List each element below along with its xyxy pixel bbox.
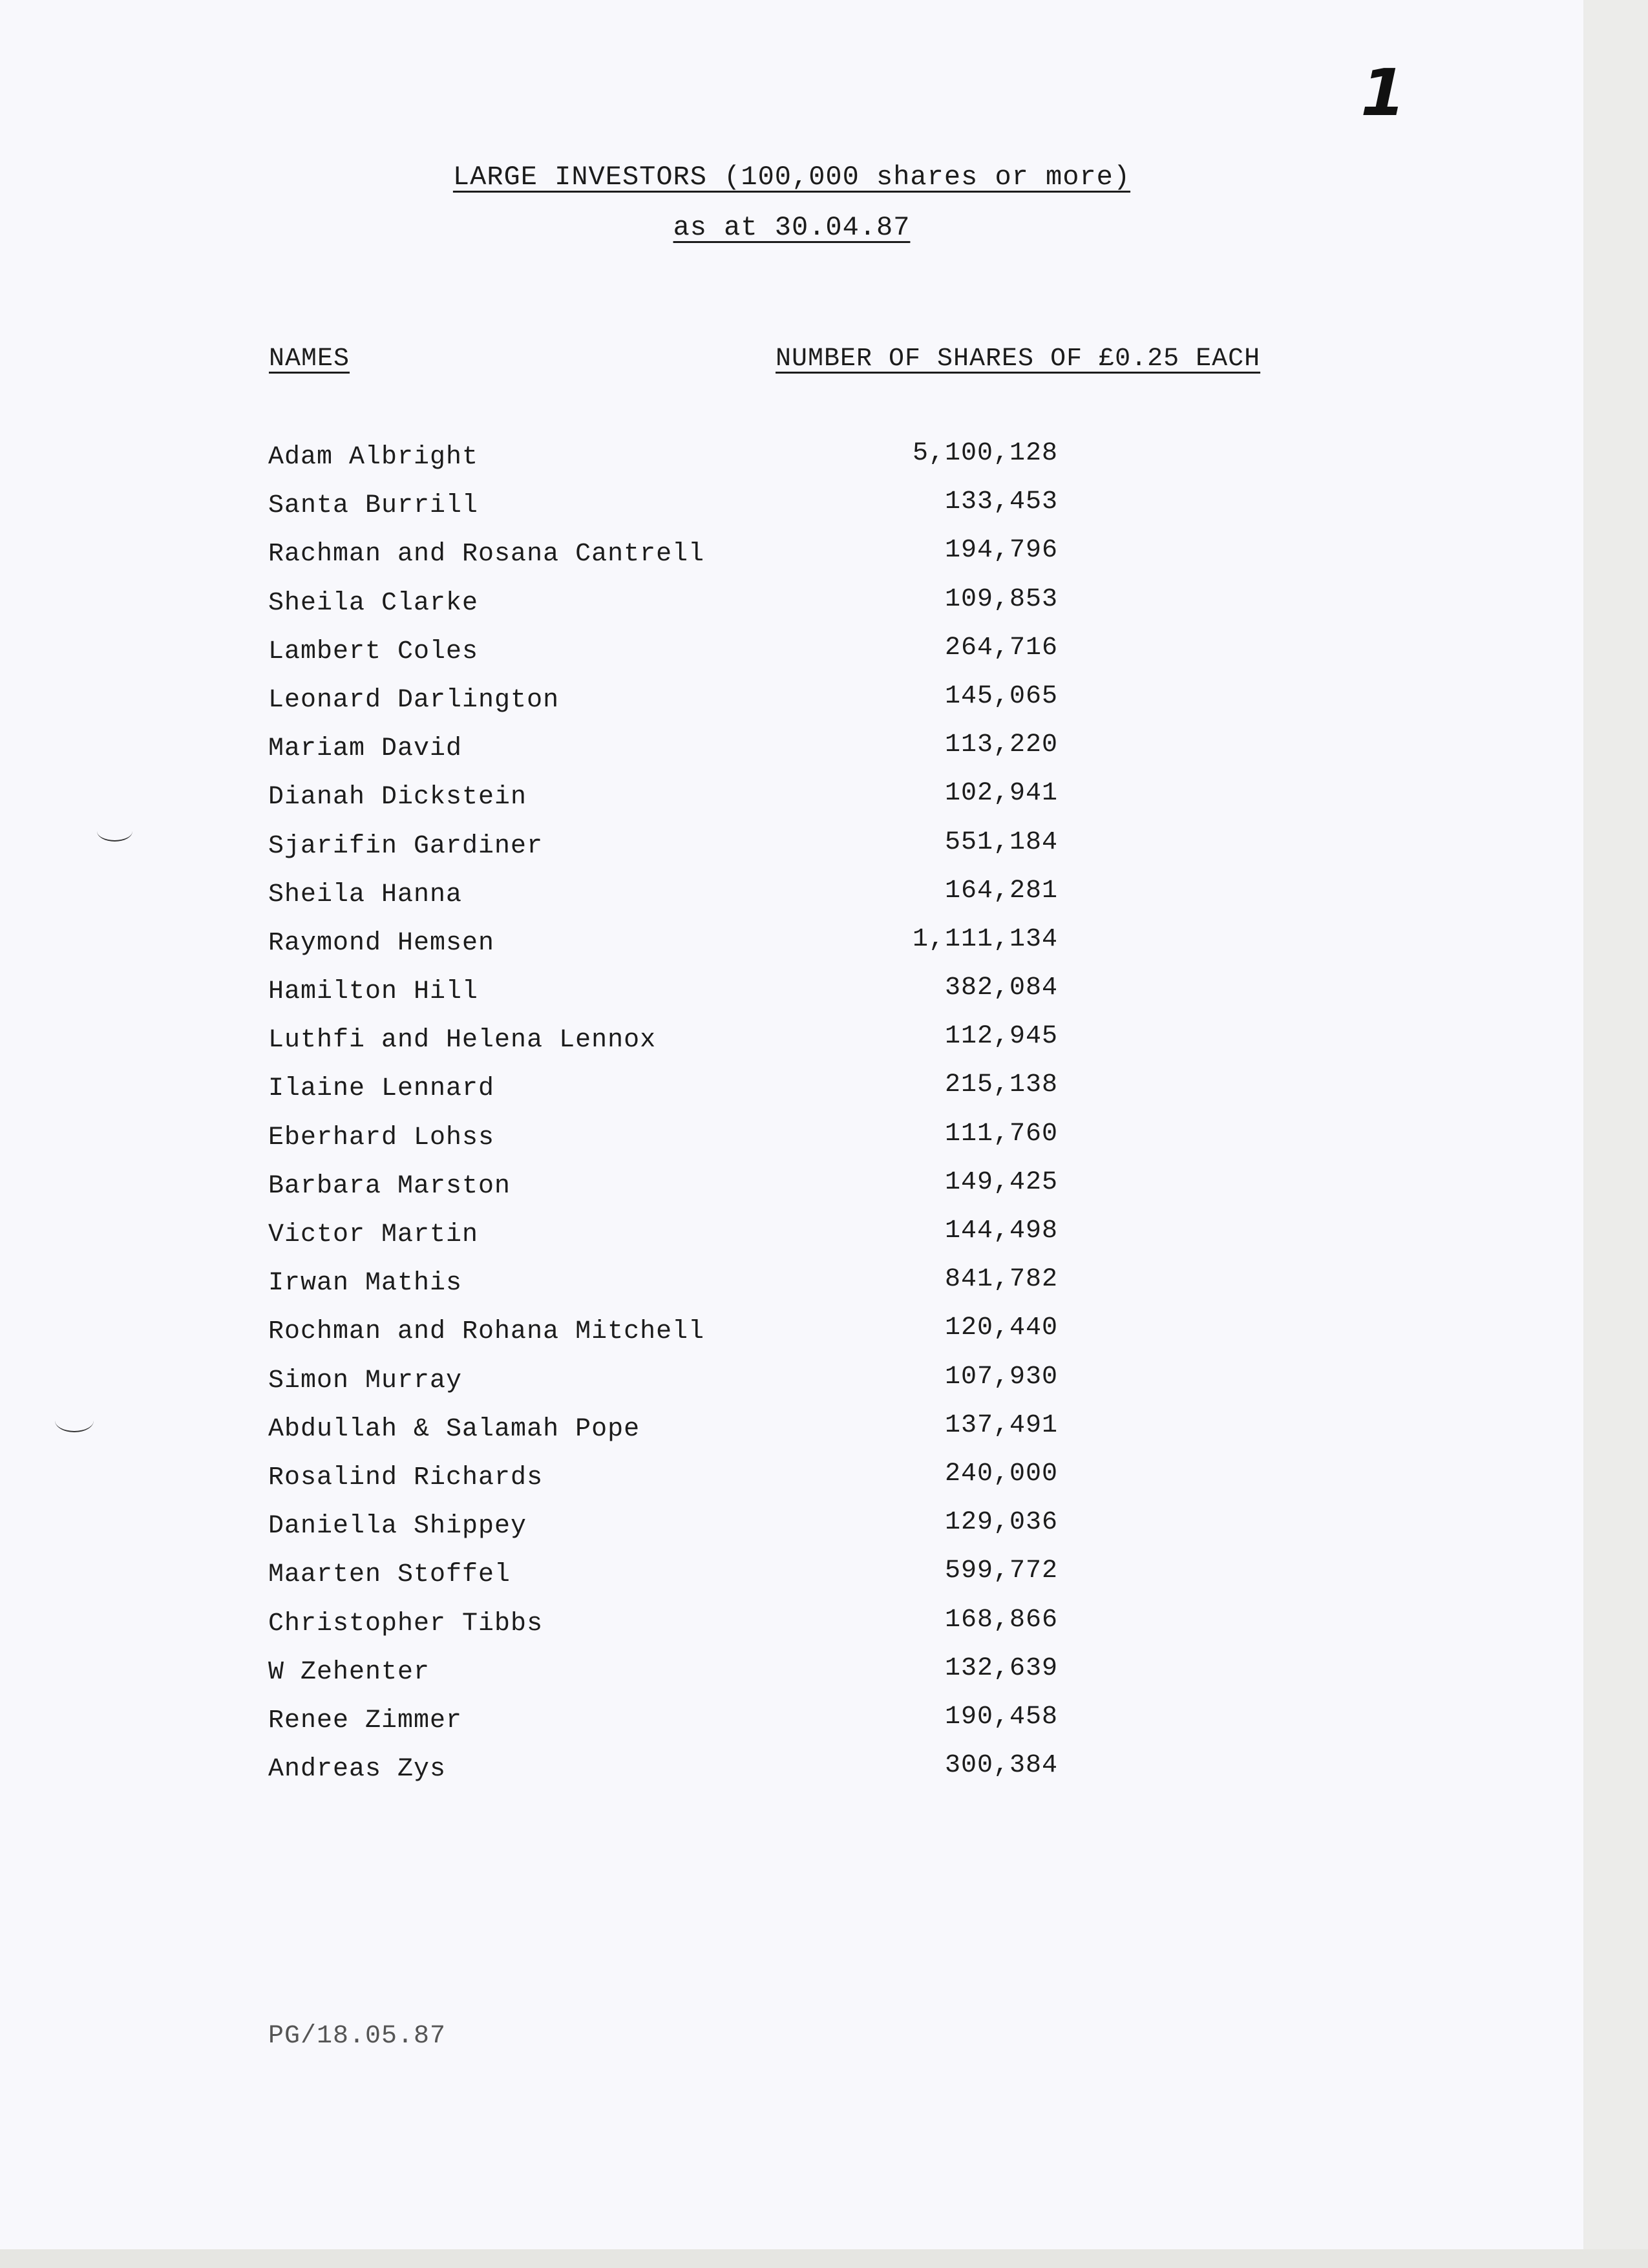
document-title — [0, 162, 1583, 193]
investor-row — [0, 924, 1583, 977]
investor-name: Daniella Shippey — [268, 1512, 527, 1542]
investor-row — [0, 1313, 1583, 1366]
investor-row — [0, 1556, 1583, 1609]
investor-shares: 194,796 — [944, 536, 1058, 566]
investor-shares: 190,458 — [944, 1702, 1058, 1732]
investor-shares: 109,853 — [944, 584, 1058, 614]
shares-column-header-text: NUMBER OF SHARES OF £0.25 EACH — [776, 344, 1261, 374]
investor-row — [0, 1702, 1583, 1755]
investor-shares: 107,930 — [944, 1362, 1058, 1392]
investor-row — [0, 1216, 1583, 1269]
investor-name: Mariam David — [268, 734, 463, 764]
names-column-header — [269, 344, 350, 374]
investor-shares: 112,945 — [944, 1022, 1058, 1052]
investor-shares: 111,760 — [944, 1119, 1058, 1149]
investor-shares: 132,639 — [944, 1653, 1058, 1683]
investor-row — [0, 536, 1583, 588]
investor-name: Lambert Coles — [268, 637, 479, 666]
investor-name: Dianah Dickstein — [268, 783, 527, 812]
investor-shares: 102,941 — [944, 779, 1058, 809]
footer-reference: PG/18.05.87 — [268, 2022, 447, 2051]
investor-name: Hamilton Hill — [268, 977, 479, 1007]
investor-name: Renee Zimmer — [268, 1706, 463, 1735]
investor-row — [0, 584, 1583, 637]
investor-name: Santa Burrill — [268, 491, 479, 521]
investor-shares: 382,084 — [944, 973, 1058, 1003]
investor-name: Abdullah & Salamah Pope — [268, 1414, 640, 1444]
investor-shares: 137,491 — [944, 1410, 1058, 1440]
punch-hole-mark — [97, 821, 132, 842]
investor-row — [0, 1070, 1583, 1123]
investor-name: Rochman and Rohana Mitchell — [268, 1317, 705, 1347]
handwritten-page-number: 1 — [1352, 55, 1414, 131]
investor-name: Sheila Clarke — [268, 588, 479, 618]
investor-shares: 240,000 — [944, 1459, 1058, 1489]
investor-row — [0, 779, 1583, 831]
investor-name: Rachman and Rosana Cantrell — [268, 540, 705, 569]
investor-shares: 1,111,134 — [912, 924, 1058, 954]
investor-row — [0, 730, 1583, 783]
names-column-header-text: NAMES — [269, 344, 350, 374]
investor-shares: 264,716 — [944, 633, 1058, 662]
investor-row — [0, 1653, 1583, 1706]
investor-shares: 551,184 — [944, 827, 1058, 857]
investor-name: Raymond Hemsen — [268, 928, 495, 958]
investor-name: Andreas Zys — [268, 1755, 447, 1785]
shares-column-header — [776, 344, 1260, 374]
investor-row — [0, 1508, 1583, 1560]
investor-row — [0, 827, 1583, 880]
investor-name: Maarten Stoffel — [268, 1560, 511, 1590]
investor-shares: 145,065 — [944, 681, 1058, 711]
investor-row — [0, 1119, 1583, 1172]
investor-shares: 300,384 — [944, 1751, 1058, 1781]
investor-row — [0, 1265, 1583, 1317]
investor-name: Adam Albright — [268, 443, 479, 472]
investor-row — [0, 1605, 1583, 1658]
investor-name: Sheila Hanna — [268, 880, 463, 909]
investor-shares: 144,498 — [944, 1216, 1058, 1245]
investor-name: Victor Martin — [268, 1220, 479, 1249]
investor-name: W Zehenter — [268, 1657, 430, 1687]
investor-name: Sjarifin Gardiner — [268, 831, 544, 861]
document-title-text: LARGE INVESTORS (100,000 shares or more) — [452, 162, 1131, 193]
investor-row — [0, 973, 1583, 1026]
investor-shares: 599,772 — [944, 1556, 1058, 1586]
investor-row — [0, 876, 1583, 929]
investor-shares: 841,782 — [944, 1265, 1058, 1295]
investor-shares: 129,036 — [944, 1508, 1058, 1538]
investor-row — [0, 1410, 1583, 1463]
investor-row — [0, 1167, 1583, 1220]
investor-shares: 164,281 — [944, 876, 1058, 906]
investor-row — [0, 439, 1583, 491]
investor-shares: 168,866 — [944, 1605, 1058, 1635]
investor-name: Luthfi and Helena Lennox — [268, 1026, 657, 1055]
document-date — [0, 212, 1583, 243]
document-date-text: as at 30.04.87 — [673, 212, 911, 243]
investor-row — [0, 681, 1583, 734]
investor-shares: 149,425 — [944, 1167, 1058, 1197]
investor-row — [0, 1459, 1583, 1512]
investor-name: Eberhard Lohss — [268, 1123, 495, 1152]
investor-list — [0, 439, 1583, 1803]
investor-name: Christopher Tibbs — [268, 1609, 544, 1638]
investor-name: Leonard Darlington — [268, 685, 560, 715]
investor-row — [0, 1022, 1583, 1074]
investor-row — [0, 633, 1583, 686]
investor-name: Rosalind Richards — [268, 1463, 544, 1492]
investor-name: Simon Murray — [268, 1366, 463, 1395]
investor-shares: 215,138 — [944, 1070, 1058, 1100]
investor-shares: 113,220 — [944, 730, 1058, 760]
investor-name: Ilaine Lennard — [268, 1074, 495, 1104]
investor-shares: 133,453 — [944, 487, 1058, 517]
scan-background — [1583, 0, 1648, 2268]
investor-row — [0, 487, 1583, 540]
punch-hole-mark — [55, 1409, 94, 1432]
investor-row — [0, 1751, 1583, 1803]
investor-shares: 120,440 — [944, 1313, 1058, 1343]
investor-row — [0, 1362, 1583, 1415]
investor-name: Barbara Marston — [268, 1171, 511, 1201]
investor-shares: 5,100,128 — [912, 439, 1058, 468]
investor-name: Irwan Mathis — [268, 1269, 463, 1298]
scan-background-bottom — [0, 2249, 1648, 2268]
